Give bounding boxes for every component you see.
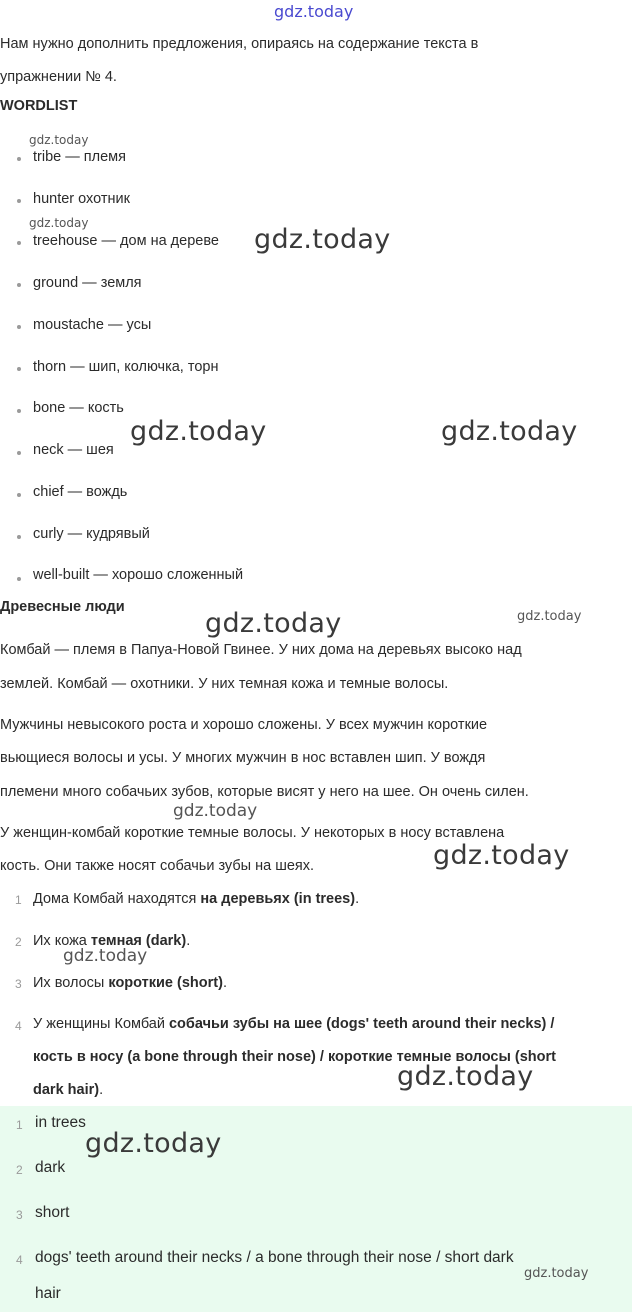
- question-item-line: кость в носу (a bone through their nose) / короткие темные волосы (short: [33, 1049, 556, 1065]
- story-title: Древесные люди: [0, 599, 125, 615]
- watermark-small: gdz.today: [173, 801, 258, 821]
- question-punct: .: [222, 975, 227, 991]
- wordlist-item: bone — кость: [33, 400, 124, 416]
- wordlist-title: WORDLIST: [0, 98, 78, 114]
- wordlist-item: treehouse — дом на дереве: [33, 233, 219, 249]
- question-text: Их волосы: [33, 975, 109, 991]
- question-punct: .: [99, 1082, 104, 1098]
- watermark-small: gdz.today: [517, 609, 582, 624]
- answers-block: [0, 1106, 632, 1312]
- watermark-big: gdz.today: [130, 416, 267, 447]
- bullet-icon: [17, 325, 21, 329]
- wordlist-item: ground — земля: [33, 275, 142, 291]
- intro-line-2: упражнении № 4.: [0, 69, 117, 85]
- answer-item: dark: [35, 1159, 66, 1176]
- answer-number: 2: [16, 1163, 23, 1177]
- story-p2-line: племени много собачьих зубов, которые висят у него на шее. Он очень силен.: [0, 784, 529, 800]
- watermark-big: gdz.today: [85, 1128, 222, 1159]
- story-p2-line: Мужчины невысокого роста и хорошо сложены. У всех мужчин короткие: [0, 717, 488, 733]
- watermark-small: gdz.today: [29, 133, 89, 147]
- question-text: Дома Комбай находятся: [33, 891, 201, 907]
- question-number: 2: [15, 935, 22, 949]
- bullet-icon: [17, 199, 21, 203]
- wordlist-item: curly — кудрявый: [33, 526, 150, 542]
- question-number: 3: [15, 977, 22, 991]
- question-item: [33, 889, 359, 909]
- story-p2-line: вьющиеся волосы и усы. У многих мужчин в нос вставлен шип. У вождя: [0, 750, 486, 766]
- bullet-icon: [17, 367, 21, 371]
- wordlist-item: well-built — хорошо сложенный: [33, 567, 244, 583]
- answer-number: 1: [16, 1118, 23, 1132]
- watermark-big: gdz.today: [254, 224, 391, 255]
- bullet-icon: [17, 409, 21, 413]
- watermark-big: gdz.today: [205, 608, 342, 639]
- bullet-icon: [17, 535, 21, 539]
- question-punct: .: [186, 933, 191, 949]
- watermark-big: gdz.today: [441, 416, 578, 447]
- answer-item: short: [35, 1204, 70, 1221]
- question-answer-bold: темная (dark): [90, 933, 187, 949]
- answer-item-line: hair: [35, 1285, 61, 1302]
- bullet-icon: [17, 493, 21, 497]
- watermark-small: gdz.today: [63, 946, 148, 966]
- bullet-icon: [17, 283, 21, 287]
- question-answer-bold: собачьи зубы на шее (dogs' teeth around their necks) /: [168, 1016, 555, 1032]
- question-text: Их кожа: [33, 933, 91, 949]
- watermark-big: gdz.today: [397, 1061, 534, 1092]
- wordlist-item: neck — шея: [33, 442, 114, 458]
- question-answer-bold: dark hair): [33, 1082, 100, 1098]
- wordlist-item: hunter охотник: [33, 191, 130, 207]
- answer-number: 4: [16, 1253, 23, 1267]
- bullet-icon: [17, 577, 21, 581]
- story-p3-line: кость. Они также носят собачьи зубы на шеях.: [0, 858, 315, 874]
- watermark-small: gdz.today: [524, 1266, 589, 1281]
- question-answer-bold: на деревьях (in trees): [200, 891, 356, 907]
- question-number: 1: [15, 893, 22, 907]
- answer-number: 3: [16, 1208, 23, 1222]
- story-p1-line: землей. Комбай — охотники. У них темная кожа и темные волосы.: [0, 676, 449, 692]
- question-item-line: [33, 1080, 103, 1100]
- answer-item: dogs' teeth around their necks / a bone through their nose / short dark: [35, 1249, 514, 1266]
- wordlist-item: thorn — шип, колючка, торн: [33, 359, 219, 375]
- intro-line-1: Нам нужно дополнить предложения, опираясь на содержание текста в: [0, 36, 479, 52]
- story-p3-line: У женщин-комбай короткие темные волосы. У некоторых в носу вставлена: [0, 825, 505, 841]
- watermark-big: gdz.today: [433, 840, 570, 871]
- question-text: У женщины Комбай: [33, 1016, 169, 1032]
- question-item: [33, 1014, 554, 1034]
- bullet-icon: [17, 241, 21, 245]
- wordlist-item: chief — вождь: [33, 484, 128, 500]
- wordlist-item: moustache — усы: [33, 317, 152, 333]
- watermark-top: gdz.today: [274, 2, 354, 21]
- question-answer-bold: короткие (short): [108, 975, 223, 991]
- question-item: [33, 973, 227, 993]
- question-number: 4: [15, 1019, 22, 1033]
- watermark-small: gdz.today: [29, 216, 89, 230]
- answer-item: in trees: [35, 1114, 86, 1131]
- question-punct: .: [355, 891, 360, 907]
- bullet-icon: [17, 157, 21, 161]
- wordlist-item: tribe — племя: [33, 149, 126, 165]
- story-p1-line: Комбай — племя в Папуа-Новой Гвинее. У них дома на деревьях высоко над: [0, 642, 522, 658]
- bullet-icon: [17, 451, 21, 455]
